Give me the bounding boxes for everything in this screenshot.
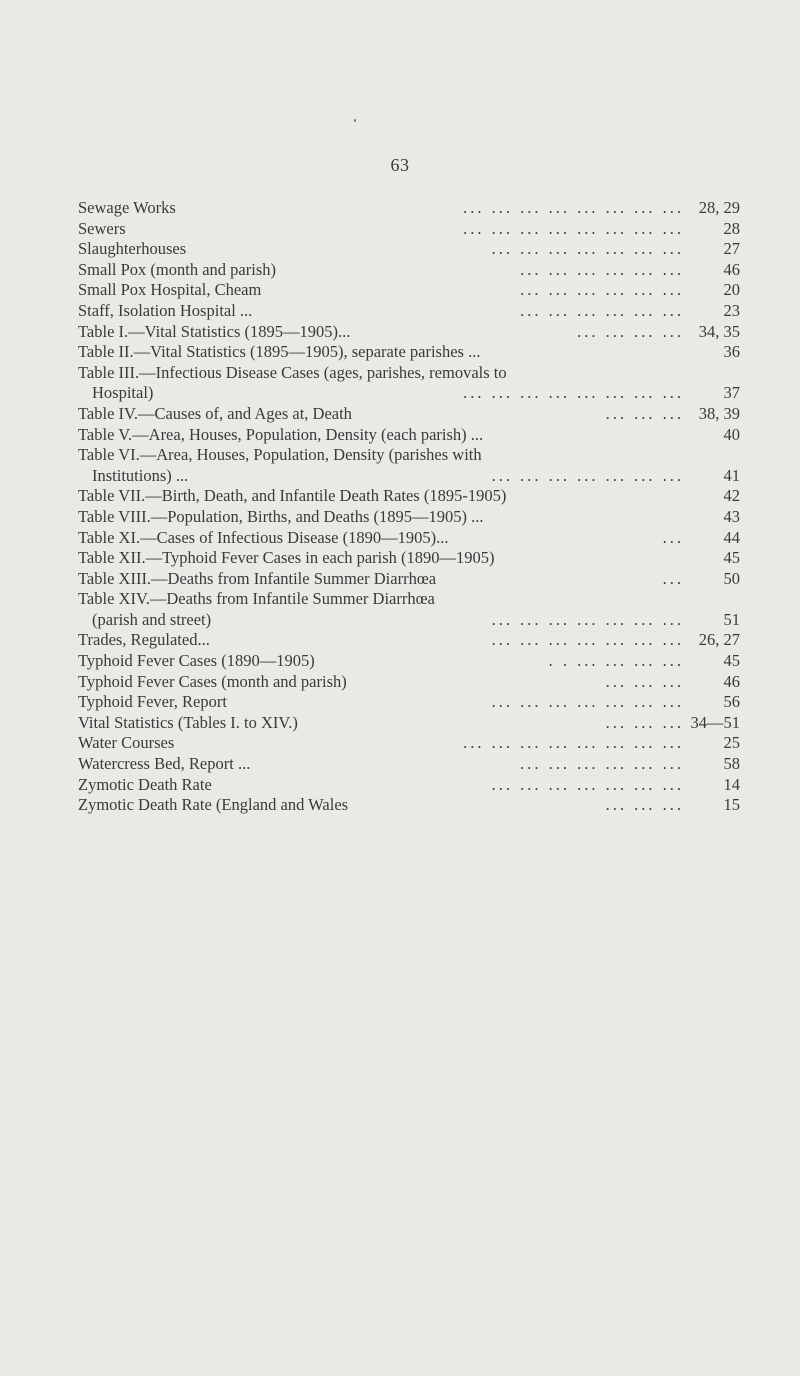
entry-text: Table XII.—Typhoid Fever Cases in each parish (1890—1905) [78, 548, 495, 568]
leader-dots: ... ... ... ... ... ... [520, 300, 684, 320]
index-list [78, 198, 740, 816]
entry-text: (parish and street) [92, 609, 212, 629]
leader-dots: ... ... ... [605, 403, 684, 423]
leader-dots: ... ... ... ... ... ... ... ... [463, 383, 684, 403]
entry-page-ref: 56 [723, 692, 740, 712]
leader-dots: . . ... ... ... ... [548, 651, 684, 671]
index-entry [78, 713, 740, 734]
entry-page-ref: 36 [723, 342, 740, 362]
index-entry [78, 486, 740, 507]
entry-page-ref: 46 [723, 671, 740, 691]
entry-page-ref: 43 [723, 506, 740, 526]
entry-page-ref: 25 [723, 733, 740, 753]
entry-text: Staff, Isolation Hospital ... [78, 300, 253, 320]
entry-page-ref: 45 [723, 548, 740, 568]
entry-text: Table III.—Infectious Disease Cases (ages, parishes, removals to [78, 362, 507, 382]
entry-page-ref: 28 [723, 218, 740, 238]
entry-page-ref: 46 [723, 259, 740, 279]
entry-text: Table V.—Area, Houses, Population, Density (each parish) ... [78, 424, 484, 444]
index-entry [78, 651, 740, 672]
entry-text: Small Pox (month and parish) [78, 259, 276, 279]
entry-page-ref: 45 [723, 651, 740, 671]
index-entry [78, 466, 740, 487]
leader-dots: ... ... ... ... ... ... ... [491, 609, 684, 629]
entry-text: Sewage Works [78, 198, 176, 217]
entry-page-ref: 26, 27 [698, 630, 740, 650]
index-entry [78, 589, 740, 610]
leader-dots: ... ... ... ... ... ... ... ... [463, 218, 684, 238]
ink-speck [354, 119, 356, 122]
entry-page-ref: 40 [723, 424, 740, 444]
entry-text: Sewers [78, 218, 126, 238]
entry-text: Institutions) ... [92, 465, 189, 485]
entry-text: Trades, Regulated... [78, 630, 210, 650]
entry-text: Typhoid Fever Cases (1890—1905) [78, 651, 315, 671]
entry-text: Table XIII.—Deaths from Infantile Summer Diarrhœa [78, 568, 437, 588]
leader-dots: ... ... ... ... ... ... ... [491, 465, 684, 485]
entry-page-ref: 34, 35 [698, 321, 740, 341]
entry-page-ref: 34—51 [690, 712, 740, 732]
index-entry [78, 610, 740, 631]
entry-text: Table VI.—Area, Houses, Population, Density (parishes with [78, 445, 482, 465]
index-entry [78, 754, 740, 775]
entry-page-ref: 28, 29 [698, 198, 740, 217]
entry-text: Typhoid Fever Cases (month and parish) [78, 671, 347, 691]
entry-text: Vital Statistics (Tables I. to XIV.) [78, 712, 298, 732]
entry-text: Hospital) [92, 383, 154, 403]
entry-text: Table VIII.—Population, Births, and Deaths (1895—1905) ... [78, 506, 484, 526]
leader-dots: ... ... ... ... ... ... ... [491, 774, 684, 794]
index-entry [78, 260, 740, 281]
leader-dots: ... ... ... [605, 795, 684, 815]
leader-dots: ... ... ... ... [577, 321, 684, 341]
index-entry [78, 630, 740, 651]
leader-dots: ... ... ... ... ... ... ... [491, 630, 684, 650]
entry-page-ref: 58 [723, 754, 740, 774]
entry-text: Slaughterhouses [78, 239, 187, 259]
entry-page-ref: 14 [723, 774, 740, 794]
entry-text: Water Courses [78, 733, 175, 753]
leader-dots: ... ... ... [605, 671, 684, 691]
index-entry [78, 404, 740, 425]
entry-text: Table I.—Vital Statistics (1895—1905)... [78, 321, 351, 341]
index-entry [78, 528, 740, 549]
index-entry [78, 672, 740, 693]
index-entry [78, 425, 740, 446]
index-entry [78, 219, 740, 240]
leader-dots: ... ... ... ... ... ... ... [491, 692, 684, 712]
index-entry [78, 775, 740, 796]
index-entry [78, 445, 740, 466]
entry-page-ref: 27 [723, 239, 740, 259]
entry-page-ref: 20 [723, 280, 740, 300]
entry-page-ref: 51 [723, 609, 740, 629]
index-entry [78, 342, 740, 363]
index-entry [78, 569, 740, 590]
entry-text: Zymotic Death Rate (England and Wales [78, 795, 349, 815]
entry-page-ref: 50 [723, 568, 740, 588]
entry-page-ref: 41 [723, 465, 740, 485]
entry-page-ref: 23 [723, 300, 740, 320]
entry-text: Table XIV.—Deaths from Infantile Summer Diarrhœa [78, 589, 435, 609]
index-entry [78, 198, 740, 219]
leader-dots: ... [662, 527, 684, 547]
index-entry [78, 692, 740, 713]
leader-dots: ... ... ... ... ... ... [520, 754, 684, 774]
index-entry [78, 280, 740, 301]
entry-text: Watercress Bed, Report ... [78, 754, 251, 774]
leader-dots: ... ... ... ... ... ... [520, 259, 684, 279]
index-entry [78, 239, 740, 260]
entry-page-ref: 15 [723, 795, 740, 815]
entry-page-ref: 37 [723, 383, 740, 403]
index-entry [78, 548, 740, 569]
entry-page-ref: 44 [723, 527, 740, 547]
index-entry [78, 507, 740, 528]
leader-dots: ... ... ... ... ... ... ... ... [463, 198, 684, 217]
entry-text: Table XI.—Cases of Infectious Disease (1890—1905)... [78, 527, 449, 547]
index-entry [78, 363, 740, 384]
index-entry [78, 383, 740, 404]
entry-text: Table II.—Vital Statistics (1895—1905), separate parishes ... [78, 342, 481, 362]
entry-page-ref: 42 [723, 486, 740, 506]
entry-page-ref: 38, 39 [698, 403, 740, 423]
leader-dots: ... ... ... [605, 712, 684, 732]
entry-text: Zymotic Death Rate [78, 774, 212, 794]
entry-text: Small Pox Hospital, Cheam [78, 280, 262, 300]
entry-text: Typhoid Fever, Report [78, 692, 227, 712]
index-entry [78, 301, 740, 322]
leader-dots: ... ... ... ... ... ... [520, 280, 684, 300]
entry-text: Table VII.—Birth, Death, and Infantile Death Rates (1895-1905) [78, 486, 507, 506]
index-entry [78, 733, 740, 754]
index-entry [78, 795, 740, 816]
entry-text: Table IV.—Causes of, and Ages at, Death [78, 403, 352, 423]
page-number: 63 [390, 155, 410, 175]
index-entry [78, 322, 740, 343]
leader-dots: ... ... ... ... ... ... ... ... [463, 733, 684, 753]
leader-dots: ... [662, 568, 684, 588]
leader-dots: ... ... ... ... ... ... ... [491, 239, 684, 259]
